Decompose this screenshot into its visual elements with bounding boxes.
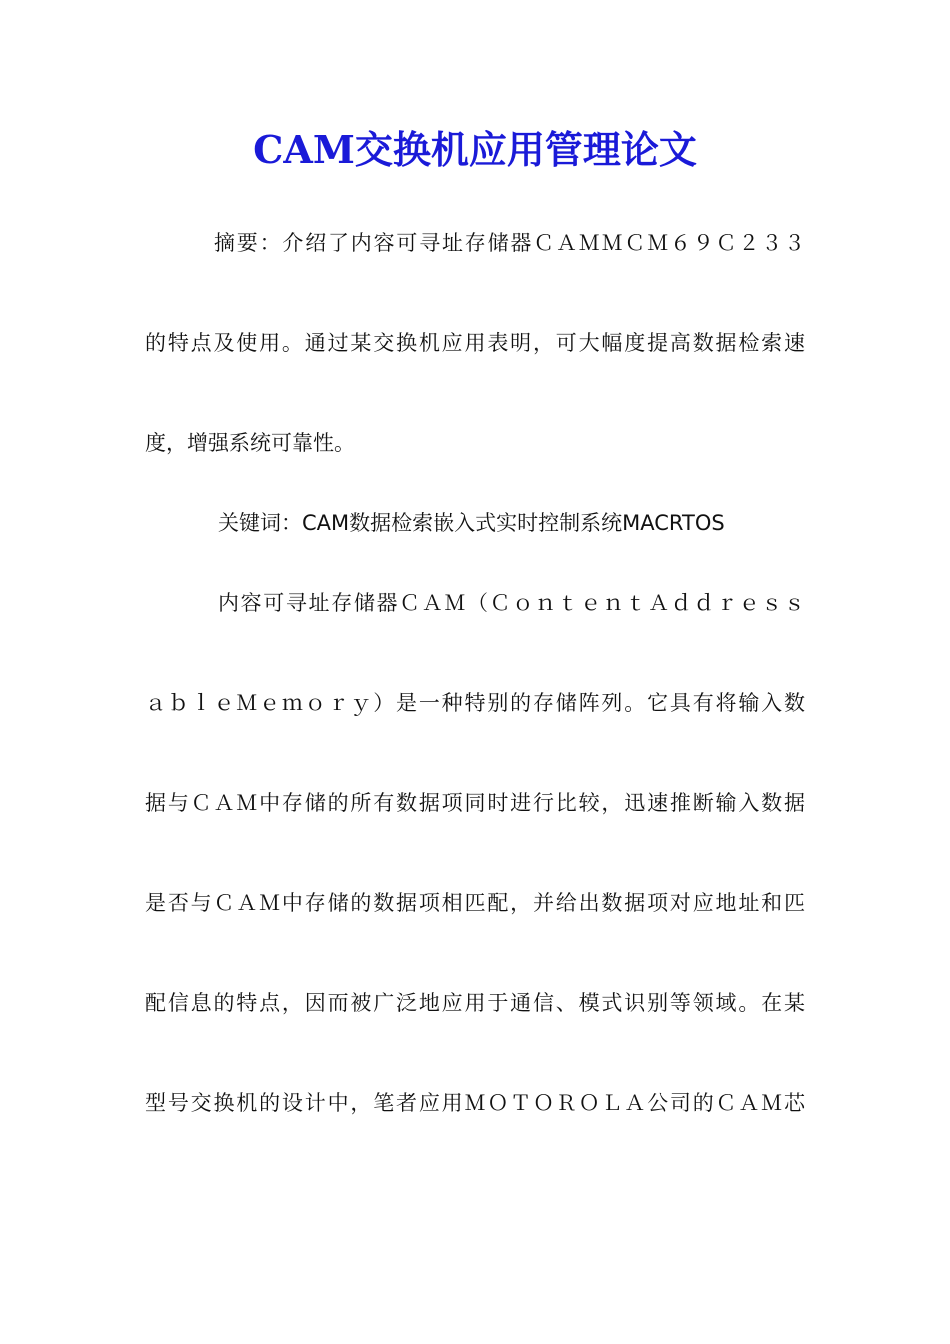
body-line-2: ａｂｌｅＭｅｍｏｒｙ）是一种特别的存储阵列。它具有将输入数	[145, 691, 805, 715]
keywords-line: 关键词：CAM数据检索嵌入式实时控制系统MACRTOS	[218, 511, 725, 535]
body-line-3: 据与ＣＡＭ中存储的所有数据项同时进行比较，迅速推断输入数据	[145, 791, 805, 815]
document-title: CAM交换机应用管理论文	[253, 127, 697, 172]
body-line-6: 型号交换机的设计中，笔者应用ＭＯＴＯＲＯＬＡ公司的ＣＡＭ芯	[145, 1091, 805, 1115]
abstract-line-3: 度，增强系统可靠性。	[145, 431, 355, 455]
body-line-1: 内容可寻址存储器ＣＡＭ（ＣｏｎｔｅｎｔＡｄｄｒｅｓｓ	[218, 591, 805, 615]
abstract-line-1: 摘要：介绍了内容可寻址存储器ＣＡＭＭＣＭ６９Ｃ２３３	[214, 231, 805, 255]
abstract-line-2: 的特点及使用。通过某交换机应用表明，可大幅度提高数据检索速	[145, 331, 805, 355]
body-line-4: 是否与ＣＡＭ中存储的数据项相匹配，并给出数据项对应地址和匹	[145, 891, 805, 915]
body-line-5: 配信息的特点，因而被广泛地应用于通信、模式识别等领域。在某	[145, 991, 805, 1015]
